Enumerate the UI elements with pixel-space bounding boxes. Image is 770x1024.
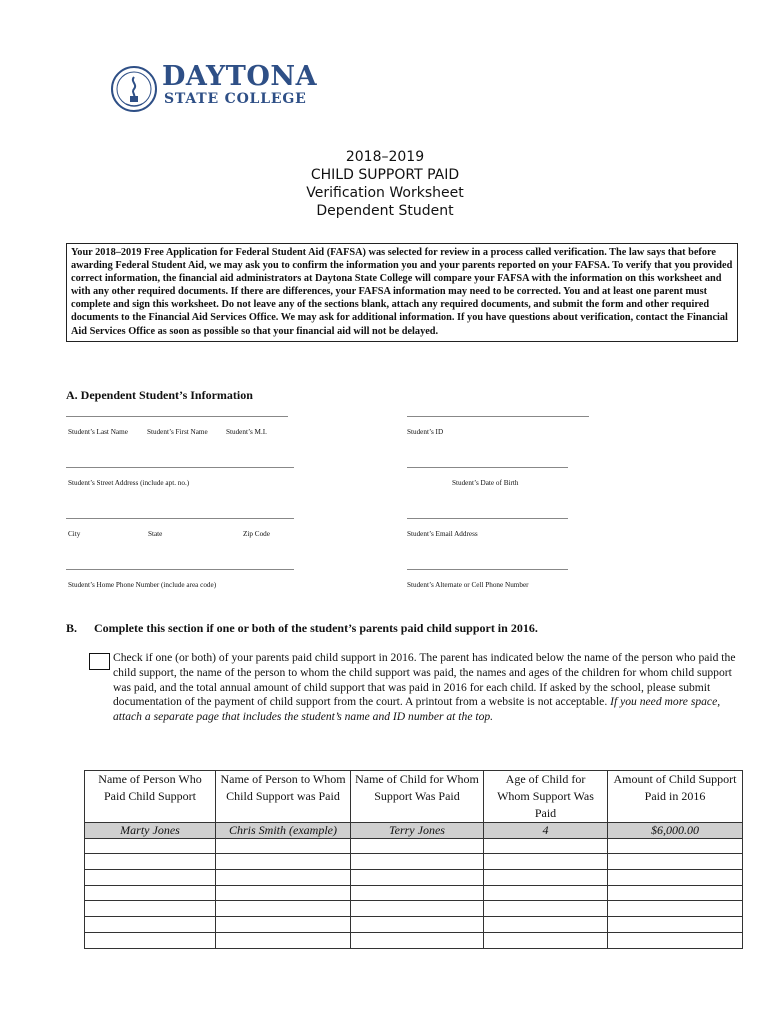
intro-notice: Your 2018–2019 Free Application for Federal Student Aid (FAFSA) was selected for review in a process called verification. The law says that before awarding Federal Student Aid, we may ask you to confirm the information you and your parents reported on your FAFSA. To verify that you provided correct information, the financial aid administrators at Daytona State College will compare your FAFSA with the information on this worksheet and with any other required documents. If there are differences, your FAFSA information may need to be corrected. You and at least one parent must complete and sign this worksheet. Do not leave any of the sections blank, attach any required documents, and submit the form and other required documents to the Financial Aid Services Office. We may ask for additional information. If you have questions about verification, contact the Financial Aid Services Office as soon as possible so that your financial aid will not be delayed. — [66, 243, 738, 342]
alt-phone-field[interactable] — [407, 569, 568, 570]
amount-cell[interactable] — [608, 838, 743, 854]
section-b-heading — [66, 621, 538, 636]
logo-name: DAYTONA — [162, 61, 318, 92]
child-age-cell[interactable] — [484, 854, 608, 870]
recipient-cell[interactable] — [216, 901, 351, 917]
city-state-zip-field[interactable] — [66, 518, 294, 519]
col-header-child-age: Age of Child for Whom Support Was Paid — [484, 771, 608, 823]
street-address-field[interactable] — [66, 467, 294, 468]
payer-cell[interactable] — [85, 854, 216, 870]
payer-cell[interactable] — [85, 901, 216, 917]
amount-cell[interactable] — [608, 885, 743, 901]
alt-phone-label: Student’s Alternate or Cell Phone Number — [407, 581, 529, 589]
child-name-cell[interactable] — [351, 901, 484, 917]
home-phone-label: Student’s Home Phone Number (include area code) — [68, 581, 217, 589]
child-age-cell[interactable] — [484, 932, 608, 948]
example-child-age: 4 — [484, 823, 608, 839]
title-student-type: Dependent Student — [316, 203, 454, 219]
title-form-name: CHILD SUPPORT PAID — [310, 167, 460, 183]
table-row — [85, 854, 743, 870]
table-row — [85, 870, 743, 886]
recipient-cell[interactable] — [216, 932, 351, 948]
section-b-title: Complete this section if one or both of the student’s parents paid child support in 2016. — [94, 621, 538, 635]
example-amount: $6,000.00 — [608, 823, 743, 839]
example-recipient: Chris Smith (example) — [216, 823, 351, 839]
child-name-cell[interactable] — [351, 870, 484, 886]
city-label: City — [68, 530, 81, 538]
amount-cell[interactable] — [608, 932, 743, 948]
recipient-cell[interactable] — [216, 917, 351, 933]
document-title — [0, 148, 770, 220]
child-name-cell[interactable] — [351, 885, 484, 901]
amount-cell[interactable] — [608, 854, 743, 870]
home-phone-field[interactable] — [66, 569, 294, 570]
email-field[interactable] — [407, 518, 568, 519]
payer-cell[interactable] — [85, 917, 216, 933]
payer-cell[interactable] — [85, 932, 216, 948]
recipient-cell[interactable] — [216, 885, 351, 901]
college-logo — [110, 58, 318, 120]
child-age-cell[interactable] — [484, 901, 608, 917]
col-header-recipient: Name of Person to Whom Child Support was Paid — [216, 771, 351, 823]
child-support-table — [84, 770, 743, 949]
title-worksheet: Verification Worksheet — [306, 185, 464, 201]
checkbox-instructions — [113, 651, 743, 725]
logo-subname: STATE COLLEGE — [164, 91, 307, 107]
child-age-cell[interactable] — [484, 870, 608, 886]
col-header-payer: Name of Person Who Paid Child Support — [85, 771, 216, 823]
col-header-amount: Amount of Child Support Paid in 2016 — [608, 771, 743, 823]
child-name-cell[interactable] — [351, 917, 484, 933]
mi-label: Student’s M.I. — [226, 428, 267, 436]
recipient-cell[interactable] — [216, 854, 351, 870]
amount-cell[interactable] — [608, 870, 743, 886]
recipient-cell[interactable] — [216, 838, 351, 854]
date-of-birth-label: Student’s Date of Birth — [452, 479, 519, 487]
example-row — [85, 823, 743, 839]
child-age-cell[interactable] — [484, 838, 608, 854]
table-header-row — [85, 771, 743, 823]
col-header-child-name: Name of Child for Whom Support Was Paid — [351, 771, 484, 823]
student-id-field[interactable] — [407, 416, 589, 417]
table-row — [85, 885, 743, 901]
student-id-label: Student’s ID — [407, 428, 444, 436]
student-name-field[interactable] — [66, 416, 288, 417]
example-child-name: Terry Jones — [351, 823, 484, 839]
child-name-cell[interactable] — [351, 838, 484, 854]
child-name-cell[interactable] — [351, 854, 484, 870]
title-year: 2018–2019 — [345, 149, 425, 165]
payer-cell[interactable] — [85, 885, 216, 901]
first-name-label: Student’s First Name — [147, 428, 208, 436]
child-support-paid-checkbox[interactable] — [89, 653, 110, 670]
college-seal-icon — [110, 58, 158, 120]
table-row — [85, 838, 743, 854]
state-label: State — [148, 530, 163, 538]
checkbox-instructions-text: Check if one (or both) of your parents paid child support in 2016. The parent has indicated below the name of the person who paid the child support, the name of the person to whom the child support was paid, the names and ages of the children for whom child support was paid, and the total annual amount of child support that was paid in 2016 for each child. If asked by the school, please submit documentation of the payment of child support from the court. A printout from a website is not acceptable. — [113, 651, 736, 709]
last-name-label: Student’s Last Name — [68, 428, 128, 436]
checkbox-instructions-note: If you need more space, attach a separate page that includes the student’s name and ID number at the top. — [113, 695, 721, 724]
street-address-label: Student’s Street Address (include apt. no.) — [68, 479, 190, 487]
section-b-number: B. — [66, 621, 78, 635]
child-name-cell[interactable] — [351, 932, 484, 948]
section-a-heading: A. Dependent Student’s Information — [66, 388, 253, 402]
date-of-birth-field[interactable] — [407, 467, 568, 468]
child-age-cell[interactable] — [484, 917, 608, 933]
recipient-cell[interactable] — [216, 870, 351, 886]
zip-label: Zip Code — [243, 530, 270, 538]
amount-cell[interactable] — [608, 901, 743, 917]
amount-cell[interactable] — [608, 917, 743, 933]
table-row — [85, 917, 743, 933]
child-age-cell[interactable] — [484, 885, 608, 901]
payer-cell[interactable] — [85, 870, 216, 886]
table-row — [85, 932, 743, 948]
payer-cell[interactable] — [85, 838, 216, 854]
email-label: Student’s Email Address — [407, 530, 478, 538]
table-row — [85, 901, 743, 917]
example-payer: Marty Jones — [85, 823, 216, 839]
